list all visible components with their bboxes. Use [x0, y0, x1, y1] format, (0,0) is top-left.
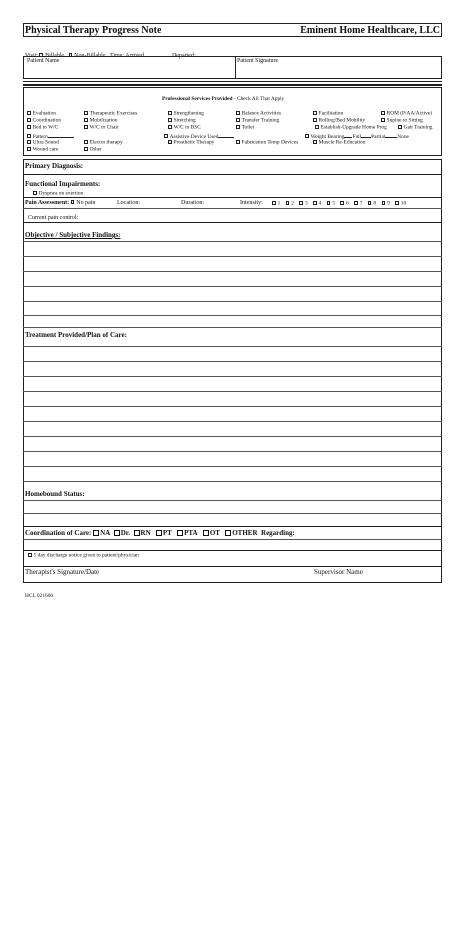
svc-electro-therapy[interactable]: Electro therapy — [84, 140, 123, 146]
svc-other[interactable]: Other — [84, 147, 102, 153]
svc-wc-to-chair[interactable]: W/C to Chair — [84, 125, 119, 131]
svc-rolling-bed-mobility[interactable]: Rolling/Bed Mobility — [313, 118, 365, 124]
coord-rn-checkbox[interactable] — [134, 530, 140, 536]
svc-gait-training[interactable]: Gait Training — [398, 125, 433, 131]
primary-diagnosis-label: Primary Diagnosis: — [25, 162, 84, 170]
svc-ultra-sound[interactable]: Ultra Sound — [27, 140, 59, 146]
dyspnea-option[interactable]: Dyspnea on exertion — [33, 191, 83, 197]
treatment-plan-field[interactable] — [24, 347, 441, 481]
svc-wc-to-bsc[interactable]: W/C to BSC — [168, 125, 201, 131]
patient-name-label: Patient Name — [27, 58, 60, 64]
services-heading — [162, 97, 284, 102]
coordination-label: Coordination of Care: — [25, 529, 92, 537]
billable-label: Billable — [45, 53, 65, 59]
objective-findings-field[interactable] — [24, 242, 441, 326]
services-subheading-text: - Check All That Apply — [233, 96, 285, 102]
svc-balance-activities[interactable]: Balance Activities — [236, 111, 281, 117]
svc-toilet[interactable]: Toilet — [236, 125, 254, 131]
intensity-label: Intensity: — [240, 200, 263, 206]
coord-other-checkbox[interactable] — [225, 530, 231, 536]
supervisor-name-label: Supervisor Name — [314, 568, 363, 576]
svc-strengthening[interactable]: Strengthening — [168, 111, 204, 117]
homebound-status-field[interactable] — [24, 501, 441, 525]
svc-weight-bearing[interactable]: Weight Bearing Full Partial None — [305, 132, 409, 140]
location-label: Location: — [117, 200, 140, 206]
pain-assessment-row — [25, 200, 95, 206]
company-name: Eminent Home Healthcare, LLC — [300, 25, 440, 36]
coord-ot-checkbox[interactable] — [203, 530, 209, 536]
primary-diagnosis-field[interactable] — [110, 160, 440, 173]
therapist-signature-field[interactable] — [24, 567, 294, 582]
coordination-row: Coordination of Care: NA Dr. RN PT PTA OT OTHER Regarding: — [25, 529, 295, 537]
svc-bed-to-wc[interactable]: Bed to W/C — [27, 125, 58, 131]
svc-wound-care[interactable]: Wound care — [27, 147, 58, 153]
services-heading-text: Professional Services Provided — [162, 96, 233, 102]
patient-name-field[interactable] — [24, 64, 234, 78]
svc-assistive-device[interactable]: Assistive Device Used — [164, 132, 234, 140]
svc-establish-home-prog[interactable]: Establish-Upgrade Home Prog — [315, 125, 387, 131]
coord-na-checkbox[interactable] — [93, 530, 99, 536]
no-pain-label: No pain — [76, 200, 96, 206]
intensity-scale[interactable]: 1 2 3 4 5 6 7 8 9 10 — [272, 201, 406, 207]
svc-supine-to-sitting[interactable]: Supine to Sitting — [381, 118, 423, 124]
svc-stretching[interactable]: Stretching — [168, 118, 196, 124]
supervisor-name-field[interactable] — [300, 567, 441, 582]
svc-pattern[interactable]: Pattern — [27, 132, 74, 140]
coord-dr-checkbox[interactable] — [114, 530, 120, 536]
svc-coordination[interactable]: Coordination — [27, 118, 61, 124]
svc-muscle-reeducation[interactable]: Muscle Re-Education — [313, 140, 365, 146]
form-title: Physical Therapy Progress Note — [25, 25, 162, 36]
non-billable-label: Non-Billable — [74, 53, 106, 59]
coord-pt-checkbox[interactable] — [156, 530, 162, 536]
svc-mobilization[interactable]: Mobilization — [84, 118, 117, 124]
functional-impairments-label: Functional Impairments: — [25, 180, 101, 188]
svc-transfer-training[interactable]: Transfer Training — [236, 118, 279, 124]
regarding-label: Regarding: — [261, 529, 295, 537]
svc-evaluation[interactable]: Evaluation — [27, 111, 56, 117]
current-pain-control-label: Current pain control: — [28, 215, 79, 221]
svc-fabrication-temp[interactable]: Fabrication Temp Devices — [236, 140, 298, 146]
therapist-signature-label: Therapist's Signature/Date — [25, 568, 100, 576]
patient-signature-field[interactable] — [236, 64, 441, 78]
coord-pta-checkbox[interactable] — [177, 530, 183, 536]
duration-label: Duration: — [181, 200, 204, 206]
visit-label: Visit: — [25, 53, 38, 59]
pain-assessment-label: Pain Assessment: — [25, 200, 70, 206]
discharge-notice-option[interactable]: 5 day discharge notice given to patient/physician — [28, 553, 139, 559]
no-pain-checkbox[interactable] — [71, 200, 75, 204]
svc-prosthetic-therapy[interactable]: Prosthetic Therapy — [168, 140, 214, 146]
objective-findings-label: Objective / Subjective Findings: — [25, 231, 121, 239]
treatment-plan-label: Treatment Provided/Plan of Care: — [25, 331, 127, 339]
patient-signature-label: Patient Signature — [237, 58, 279, 64]
homebound-status-label: Homebound Status: — [25, 490, 85, 498]
time-arrived-label: Time: Arrived — [110, 53, 144, 59]
svc-therapeutic-exercises[interactable]: Therapeutic Exercises — [84, 111, 137, 117]
departed-label: Departed: — [171, 53, 196, 59]
svc-facilitation[interactable]: Facilitation — [313, 111, 343, 117]
form-code: HCL 021606 — [25, 593, 54, 599]
svc-rom[interactable]: ROM (P/AA/Active) — [381, 111, 432, 117]
